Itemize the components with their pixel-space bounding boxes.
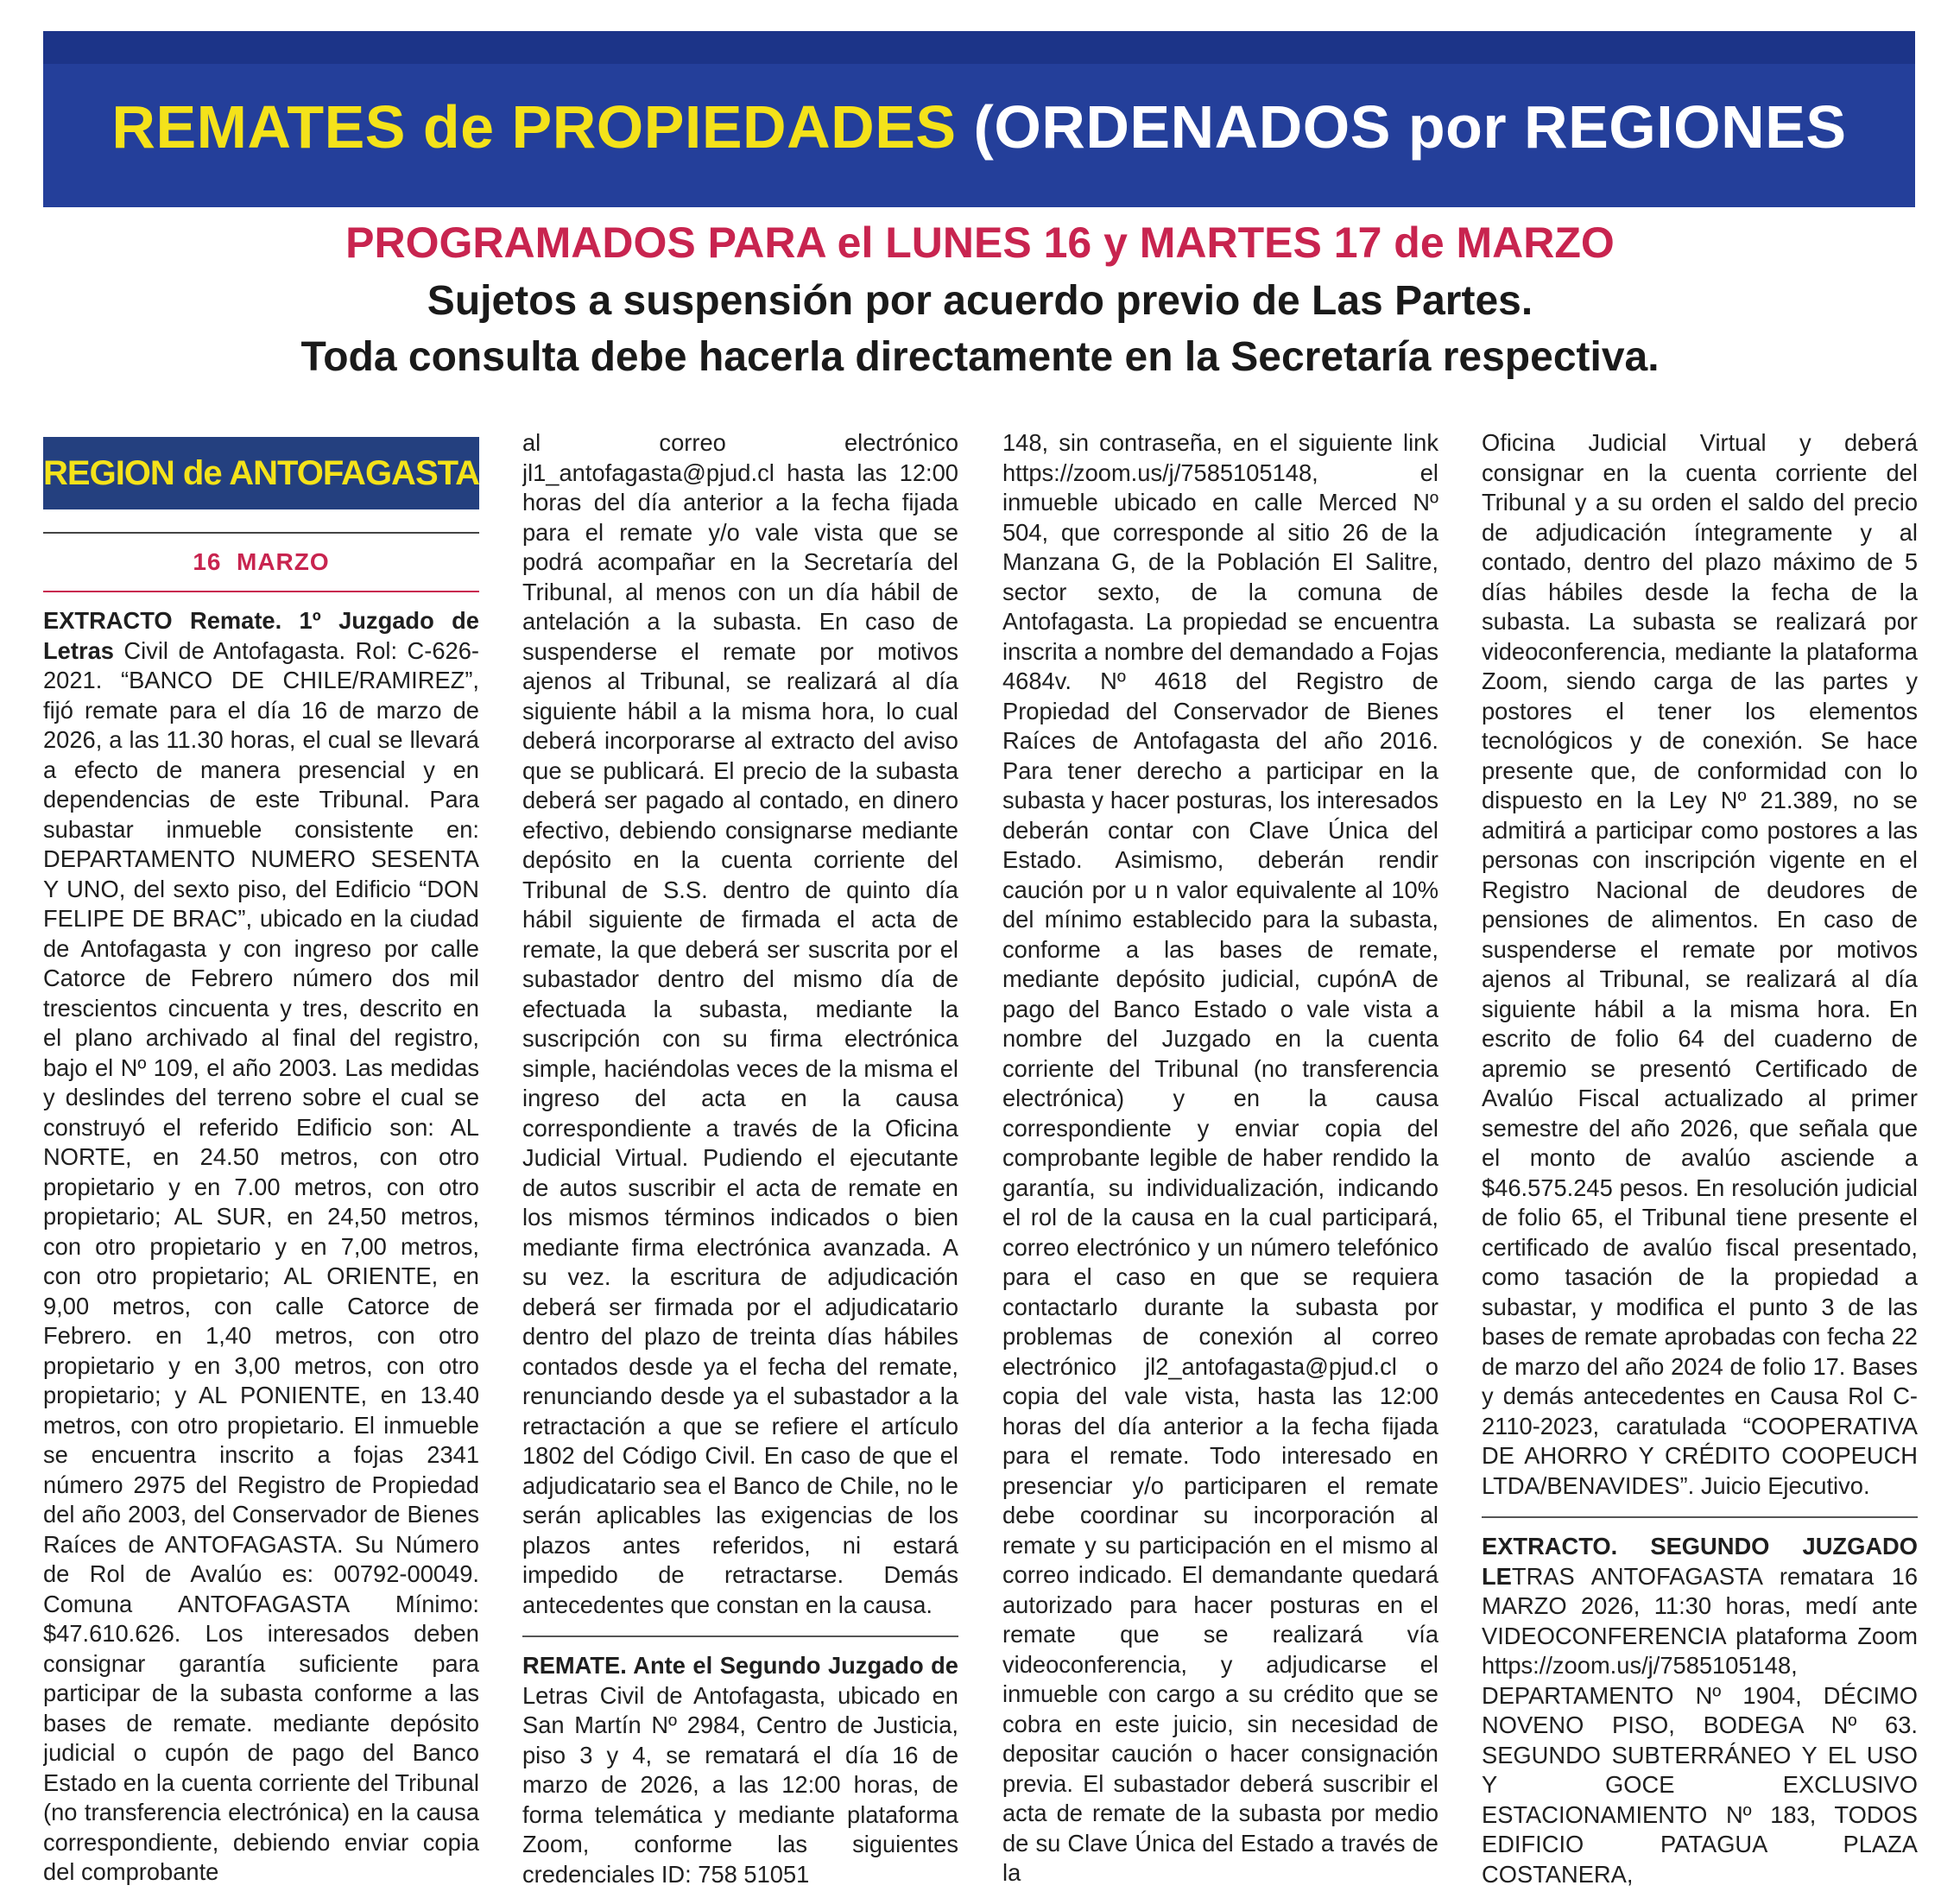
schedule-subtitle: PROGRAMADOS PARA el LUNES 16 y MARTES 17 de MARZO [345, 218, 1615, 267]
notice-divider [1482, 1516, 1918, 1518]
date-label: 16 MARZO [193, 547, 330, 575]
header-banner [43, 31, 1915, 207]
notice-3-lead: EXTRACTO. SEGUNDO JUZGADO LE [1482, 1533, 1918, 1590]
page-title-part2: (ORDENADOS por REGIONES [973, 93, 1847, 161]
column-4 [1482, 428, 1918, 1888]
notice-3-start [1482, 1532, 1918, 1888]
date-header [43, 532, 479, 592]
banner-top-stripe [43, 31, 1915, 64]
suspension-notice: Sujetos a suspensión por acuerdo previo de Las Partes. [427, 278, 1533, 324]
consultation-notice: Toda consulta debe hacerla directamente en la Secretaría respectiva. [300, 334, 1660, 380]
notice-2-continued: 148, sin contraseña, en el siguiente link https://zoom.us/j/7585105148, el inmueble ubicado en calle Merced Nº 504, que corresponde al sitio 26 de la Manzana G, de la Población El Salitre, sector sexto, de la comuna de Antofagasta. La propiedad se encuentra inscrita a nombre del demandado a Fojas 4684v. Nº 4618 del Registro de Propiedad del Conservador de Bienes Raíces de Antofagasta del año 2016. Para tener derecho a participar en la subasta y hacer posturas, los interesados deberán contar con Clave Única del Estado. Asimismo, deberán rendir caución por u n valor equivalente al 10% del mínimo establecido para la subasta, conforme a las bases de remate, mediante depósito judicial, cupónA de pago del Banco Estado o vale vista a nombre del Juzgado en la cuenta corriente del Tribunal (no transferencia electrónica) y en la causa correspondiente y enviar copia del comprobante legible de haber rendido la garantía, su individualización, indicando el rol de la causa en la cual participará, correo electrónico y un número telefónico para el caso en que se requiera contactarlo durante la subasta por problemas de conexión al correo electrónico jl2_antofagasta@pjud.cl o copia del vale vista, hasta las 12:00 horas del día anterior a la fecha fijada para el remate. Todo interesado en presenciar y/o participaren el remate debe coordinar su incorporación al remate y su participación en el mismo al correo indicado. El demandante quedará autorizado para hacer posturas en el remate que se realizará vía videoconferencia, y adjudicarse el inmueble con cargo a su crédito que se cobra en este juicio, sin necesidad de depositar caución o hacer consignación previa. El subastador deberá suscribir el acta de remate de la subasta por medio de su Clave Única del Estado a través de la [1002, 429, 1438, 1886]
region-header [43, 437, 479, 509]
notice-2-lead: REMATE. Ante el Segundo Juzgado de [522, 1652, 958, 1679]
notice-divider [522, 1635, 958, 1637]
notice-1-start [43, 606, 479, 1888]
column-1 [43, 437, 479, 1896]
region-title: REGION de ANTOFAGASTA [43, 453, 479, 492]
column-3 [1002, 428, 1438, 1888]
notice-2-continued-2: Oficina Judicial Virtual y deberá consignar en la cuenta corriente del Tribunal y a su orden el saldo del precio de adjudicación íntegramente y al contado, dentro del plazo máximo de 5 días hábiles desde la fecha de la subasta. La subasta se realizará por videoconferencia, mediante la plataforma Zoom, siendo carga de las partes y postores el tener los elementos tecnológicos y de conexión. Se hace presente que, de conformidad con lo dispuesto en la Ley Nº 21.389, no se admitirá a participar como postores a las personas con inscripción vigente en el Registro Nacional de deudores de pensiones de alimentos. En caso de suspenderse el remate por motivos ajenos al Tribunal, se realizará al día siguiente hábil a la misma hora. En escrito de folio 64 del cuaderno de apremio se presentó Certificado de Avalúo Fiscal actualizado al primer semestre del año 2026, que señala que el monto de avalúo asciende a $46.575.245 pesos. En resolución judicial de folio 65, el Tribunal tiene presente el certificado de avalúo fiscal presentado, como tasación de la propiedad a subastar, y modifica el punto 3 de las bases de remate aprobadas con fecha 22 de marzo del año 2024 de folio 17. Bases y demás antecedentes en Causa Rol C-2110-2023, caratulada “COOPERATIVA DE AHORRO Y CRÉDITO COOPEUCH LTDA/BENAVIDES”. Juicio Ejecutivo. [1482, 429, 1918, 1499]
notice-1-continued: al correo electrónico jl1_antofagasta@pjud.cl hasta las 12:00 horas del día anterior a la fecha fijada para el remate y/o vale vista que se podrá acompañar en la Secretaría del Tribunal, al menos con un día hábil de antelación a la subasta. En caso de suspenderse el remate por motivos ajenos al Tribunal, se realizará al día siguiente hábil a la misma hora, lo cual deberá incorporarse al extracto del aviso que se publicará. El precio de la subasta deberá ser pagado al contado, en dinero efectivo, debiendo consignarse mediante depósito en la cuenta corriente del Tribunal de S.S. dentro de quinto día hábil siguiente de firmada el acta de remate, la que deberá ser suscrita por el subastador dentro del mismo día de efectuada la subasta, mediante la suscripción con su firma electrónica simple, haciéndolas veces de la misma el ingreso del acta en la causa correspondiente a través de la Oficina Judicial Virtual. Pudiendo el ejecutante de autos suscribir el acta de remate en los mismos términos indicados o bien mediante firma electrónica avanzada. A su vez. la escritura de adjudicación deberá ser firmada por el adjudicatario dentro del plazo de treinta días hábiles contados desde ya el fecha del remate, renunciando desde ya el subastador a la retractación a que se refiere el artículo 1802 del Código Civil. En caso de que el adjudicatario sea el Banco de Chile, no le serán aplicables las exigencias de los plazos antes referidos, ni estará impedido de retractarse. Demás antecedentes que constan en la causa. [522, 429, 958, 1618]
notice-3-body: TRAS ANTOFAGASTA rematara 16 MARZO 2026, 11:30 horas, medí ante VIDEOCONFERENCIA plataforma Zoom https://zoom.us/j/7585105148, DEPARTAMENTO Nº 1904, DÉCIMO NOVENO PISO, BODEGA Nº 63. SEGUNDO SUBTERRÁNEO Y EL USO Y GOCE EXCLUSIVO ESTACIONAMIENTO Nº 183, TODOS EDIFICIO PATAGUA PLAZA COSTANERA, [1482, 1562, 1918, 1888]
notice-1-lead: EXTRACTO Remate. 1º Juzgado de Letras [43, 607, 479, 664]
page-title-part1: REMATES de PROPIEDADES [111, 93, 957, 161]
notice-2-start [522, 1651, 958, 1888]
notice-1-body: Civil de Antofagasta. Rol: C-626-2021. “BANCO DE CHILE/RAMIREZ”, fijó remate para el día 16 de marzo de 2026, a las 11.30 horas, el cual se llevará a efecto de manera presencial y en dependencias de este Tribunal. Para subastar inmueble consistente en: DEPARTAMENTO NUMERO SESENTA Y UNO, del sexto piso, del Edificio “DON FELIPE DE BRAC”, ubicado en la ciudad de Antofagasta y con ingreso por calle Catorce de Febrero número dos mil trescientos cincuenta y tres, descrito en el plano archivado al final del registro, bajo el Nº 109, el año 2003. Las medidas y deslindes del terreno sobre el cual se construyó el referido Edificio son: AL NORTE, en 24.50 metros, con otro propietario y en 7.00 metros, con otro propietario; AL SUR, en 24,50 metros, con otro propietario y en 7,00 metros, con otro propietario; AL ORIENTE, en 9,00 metros, con calle Catorce de Febrero. en 1,40 metros, con otro propietario y en 3,00 metros, con otro propietario; y AL PONIENTE, en 13.40 metros, con otro propietario. El inmueble se encuentra inscrito a fojas 2341 número 2975 del Registro de Propiedad del año 2003, del Conservador de Bienes Raíces de ANTOFAGASTA. Su Número de Rol de Avalúo es: 00792-00049. Comuna ANTOFAGASTA Mínimo: $47.610.626. Los interesados deben consignar garantía suficiente para participar de la subasta conforme a las bases de remate. mediante depósito judicial o cupón de pago del Banco Estado en la cuenta corriente del Tribunal (no transferencia electrónica) en la causa correspondiente, debiendo enviar copia del comprobante [43, 636, 479, 1885]
column-2 [522, 428, 958, 1888]
notice-2-body: Letras Civil de Antofagasta, ubicado en San Martín Nº 2984, Centro de Justicia, piso 3 y 4, se rematará el día 16 de marzo de 2026, a las 12:00 horas, de forma telemática y mediante plataforma Zoom, conforme las siguientes credenciales ID: 758 51051 [522, 1681, 958, 1888]
page-title [43, 93, 1915, 161]
